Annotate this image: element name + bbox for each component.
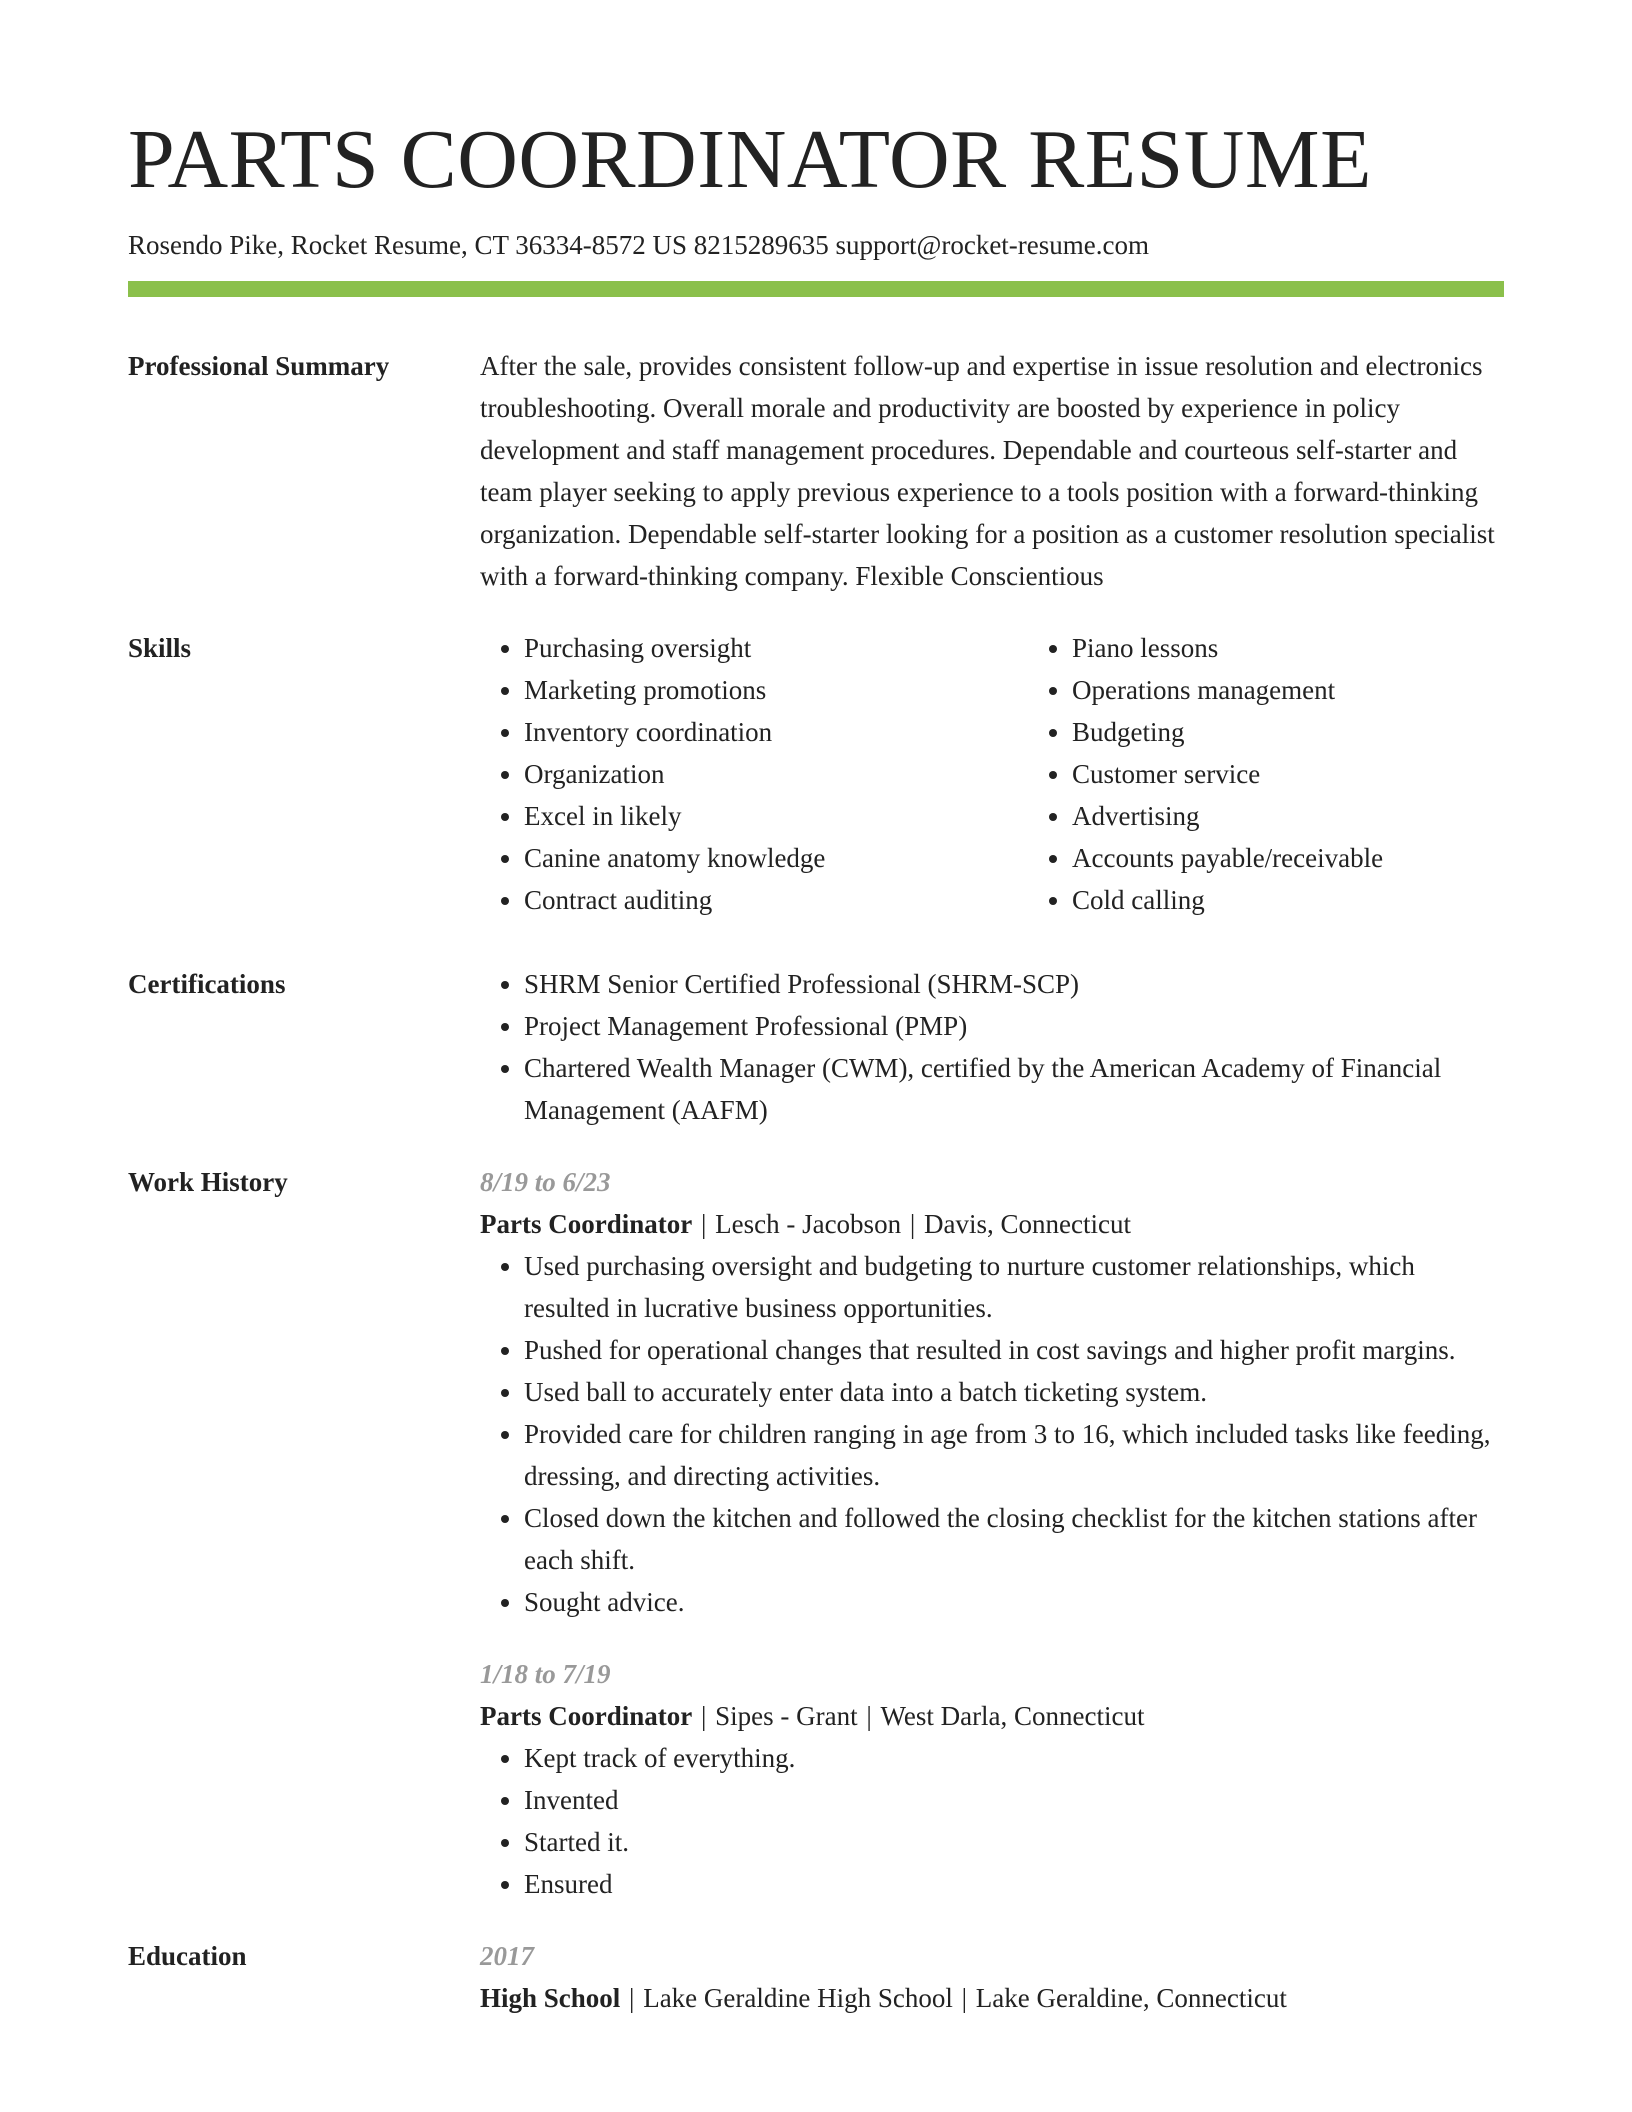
- contact-line: Rosendo Pike, Rocket Resume, CT 36334-8572 US 8215289635 support@rocket-resume.com: [128, 230, 1150, 260]
- certification-item: • Project Management Professional (PMP): [524, 1005, 1504, 1047]
- job-bullet: • Kept track of everything.: [524, 1737, 1504, 1779]
- job-location: West Darla, Connecticut: [880, 1701, 1145, 1732]
- skill-item: • Organization: [524, 753, 1028, 795]
- summary-heading: Professional Summary: [128, 351, 390, 382]
- job-location: Davis, Connecticut: [923, 1209, 1131, 1240]
- skills-section: [128, 627, 1504, 921]
- education-header: High School | Lake Geraldine High School | Lake Geraldine, Connecticut: [480, 1983, 1287, 2014]
- job-company: Sipes - Grant: [715, 1701, 858, 1732]
- skill-item: • Marketing promotions: [524, 669, 1028, 711]
- job-bullets: [480, 1737, 1504, 1905]
- job-bullet: • Pushed for operational changes that resulted in cost savings and higher profit margins.: [524, 1329, 1504, 1371]
- skill-item: • Customer service: [1072, 753, 1572, 795]
- education-school: Lake Geraldine High School: [643, 1983, 953, 2014]
- skills-heading: Skills: [128, 633, 192, 664]
- work-history-heading: Work History: [128, 1167, 288, 1198]
- skills-grid: [480, 627, 1572, 921]
- work-history-section: [128, 1161, 1504, 1905]
- job-title: Parts Coordinator: [480, 1701, 693, 1732]
- job-header: Parts Coordinator | Lesch - Jacobson | Davis, Connecticut: [480, 1209, 1131, 1240]
- certifications-section: [128, 963, 1504, 1131]
- job-bullet: • Used ball to accurately enter data into a batch ticketing system.: [524, 1371, 1504, 1413]
- job-bullet: • Ensured: [524, 1863, 1504, 1905]
- skills-list-left: [480, 627, 1028, 921]
- skill-item: • Inventory coordination: [524, 711, 1028, 753]
- education-heading: Education: [128, 1941, 247, 1972]
- accent-divider: [128, 281, 1504, 297]
- education-year: 2017: [480, 1941, 534, 1972]
- skill-item: • Piano lessons: [1072, 627, 1572, 669]
- skill-item: • Canine anatomy knowledge: [524, 837, 1028, 879]
- skill-item: • Excel in likely: [524, 795, 1028, 837]
- skill-item: • Budgeting: [1072, 711, 1572, 753]
- job-bullet: • Invented: [524, 1779, 1504, 1821]
- certification-item: • SHRM Senior Certified Professional (SHRM-SCP): [524, 963, 1504, 1005]
- job-entry: [480, 1653, 1504, 1905]
- summary-text: After the sale, provides consistent follow-up and expertise in issue resolution and electronics troubleshooting. Overall morale and productivity are boosted by experience in policy development and staff management procedures. Dependable and courteous self-starter and team player seeking to apply previous experience to a tools position with a forward-thinking organization. Dependable self-starter looking for a position as a customer resolution specialist with a forward-thinking company. Flexible Conscientious: [480, 351, 1495, 592]
- job-bullet: • Used purchasing oversight and budgeting to nurture customer relationships, which resulted in lucrative business opportunities.: [524, 1245, 1504, 1329]
- education-section: [128, 1935, 1504, 2019]
- summary-section: [128, 345, 1504, 597]
- job-bullet: • Closed down the kitchen and followed the closing checklist for the kitchen stations after each shift.: [524, 1497, 1504, 1581]
- job-title: Parts Coordinator: [480, 1209, 693, 1240]
- job-header: Parts Coordinator | Sipes - Grant | West Darla, Connecticut: [480, 1701, 1145, 1732]
- job-bullet: • Started it.: [524, 1821, 1504, 1863]
- skill-item: • Operations management: [1072, 669, 1572, 711]
- job-dates: 1/18 to 7/19: [480, 1659, 611, 1690]
- job-company: Lesch - Jacobson: [715, 1209, 902, 1240]
- job-entry: [480, 1161, 1504, 1623]
- job-dates: 8/19 to 6/23: [480, 1167, 611, 1198]
- education-location: Lake Geraldine, Connecticut: [975, 1983, 1287, 2014]
- job-bullet: • Sought advice.: [524, 1581, 1504, 1623]
- skill-item: • Contract auditing: [524, 879, 1028, 921]
- skill-item: • Accounts payable/receivable: [1072, 837, 1572, 879]
- job-bullet: • Provided care for children ranging in age from 3 to 16, which included tasks like feeding, dressing, and directing activities.: [524, 1413, 1504, 1497]
- job-bullets: [480, 1245, 1504, 1623]
- education-degree: High School: [480, 1983, 621, 2014]
- skill-item: • Cold calling: [1072, 879, 1572, 921]
- certifications-heading: Certifications: [128, 969, 286, 1000]
- resume-title: PARTS COORDINATOR RESUME: [128, 113, 1372, 206]
- skill-item: • Purchasing oversight: [524, 627, 1028, 669]
- certification-item: • Chartered Wealth Manager (CWM), certified by the American Academy of Financial Management (AAFM): [524, 1047, 1504, 1131]
- certifications-list: [480, 963, 1504, 1131]
- skill-item: • Advertising: [1072, 795, 1572, 837]
- skills-list-right: [1028, 627, 1572, 921]
